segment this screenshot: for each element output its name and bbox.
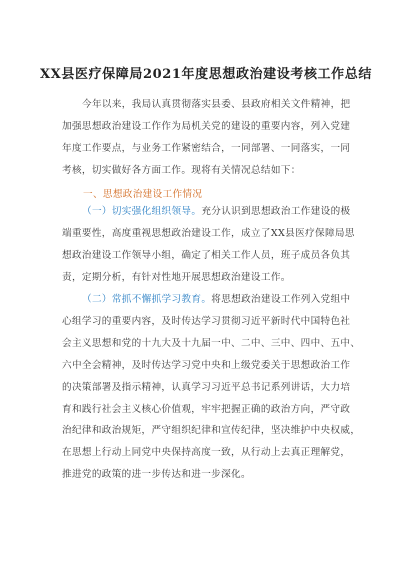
item2-lead: （二）常抓不懈抓学习教育。 (82, 294, 212, 305)
item1-paragraph (62, 201, 368, 289)
intro-paragraph (62, 94, 368, 182)
text-line: 年度工作要点，与业务工作紧密结合，一同部署、一同落实，一同 (62, 142, 351, 154)
text-line: 心组学习的重要内容，及时传达学习贯彻习近平新时代中国特色社 (62, 315, 351, 327)
text-line: 考核，切实做好各方面工作。现将有关情况总结如下： (62, 164, 301, 176)
item2-first-line: 将思想政治建设工作列入党组中 (211, 294, 351, 305)
section-heading: 一、思想政治建设工作情况 (83, 189, 203, 200)
item1-first-line: 充分认识到思想政治工作建设的极 (201, 206, 351, 217)
text-line: 责，定期分析，有针对性地开展思想政治建设工作。 (62, 271, 291, 283)
text-line: 会主义思想和党的十九大及十九届一中、二中、三中、四中、五中、 (62, 337, 361, 349)
item2-paragraph (62, 289, 368, 486)
document-title: XX县医疗保障局2021年度思想政治建设考核工作总结 (40, 67, 372, 82)
text-line: 六中全会精神，及时传达学习党中央和上级党委关于思想政治工作 (62, 359, 351, 371)
text-line (62, 289, 368, 311)
text-line: 育和践行社会主义核心价值观，牢牢把握正确的政治方向，严守政 (62, 403, 351, 415)
item1-lead: （一）切实强化组织领导。 (82, 206, 202, 217)
text-line: 今年以来，我局认真贯彻落实县委、县政府相关文件精神，把 (82, 99, 351, 110)
text-line: 端重要性，高度重视思想政治建设工作，成立了XX县医疗保障局思 (62, 227, 355, 239)
text-line: 的决策部署及指示精神，认真学习习近平总书记系列讲话，大力培 (62, 381, 351, 393)
text-line: 加强思想政治建设工作作为局机关党的建设的重要内容，列入党建 (62, 120, 351, 132)
text-line: 推进党的政策的进一步传达和进一步深化。 (62, 469, 251, 481)
text-line (62, 201, 368, 223)
text-line: 治纪律和政治规矩，严守组织纪律和宣传纪律，坚决维护中央权威， (62, 425, 361, 437)
text-line: 在思想上行动上同党中央保持高度一致，从行动上去真正理解党， (62, 447, 351, 459)
text-line: 想政治建设工作领导小组，确定了相关工作人员，班子成员各负其 (62, 249, 351, 261)
